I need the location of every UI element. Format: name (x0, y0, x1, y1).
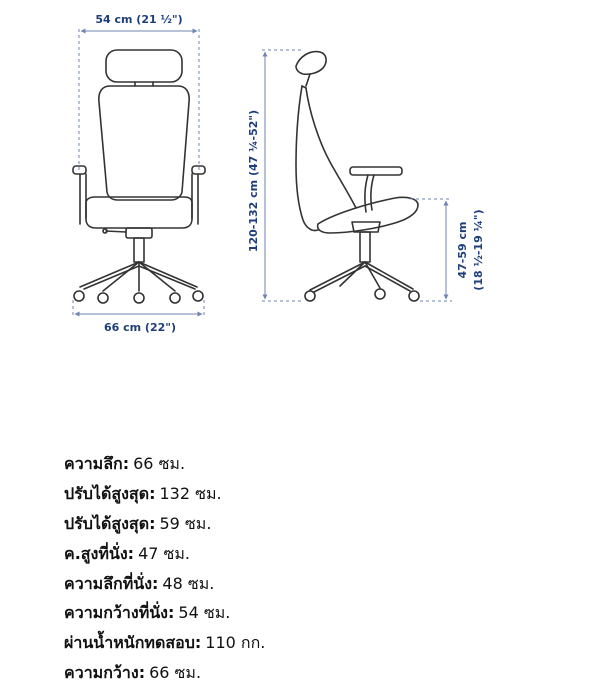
side-seat-height-dimension (410, 199, 485, 301)
front-base-dimension (73, 300, 204, 334)
front-view-chair (73, 50, 205, 303)
front-width-dimension (79, 13, 199, 170)
spec-row-seat-height: ค.สูงที่นั่ง: 47 ซม. (64, 543, 190, 563)
spec-row-seat-depth: ความลึกที่นั่ง: 48 ซม. (64, 573, 215, 593)
side-view-chair (296, 52, 419, 301)
spec-row-max-height: ปรับได้สูงสุด: 132 ซม. (64, 483, 222, 503)
spec-row-width: ความกว้าง: 66 ซม. (64, 663, 202, 683)
side-total-height-label: 120-132 cm (47 ¼-52") (247, 109, 260, 253)
spec-row-seat-width: ความกว้างที่นั่ง: 54 ซม. (64, 603, 231, 623)
chair-dimension-drawing (0, 0, 601, 340)
spec-list (64, 449, 584, 688)
side-seat-height-cm-label: 47-59 cm (456, 221, 469, 279)
spec-row-max-seat-height: ปรับได้สูงสุด: 59 ซม. (64, 513, 212, 533)
front-top-width-label: 54 cm (21 ½") (95, 13, 183, 26)
front-base-width-label: 66 cm (22") (103, 321, 177, 334)
spec-row-depth: ความลึก: 66 ซม. (64, 454, 186, 473)
side-seat-height-in-label: (18 ½-19 ¼") (472, 209, 485, 291)
spec-row-tested-load: ผ่านน้ำหนักทดสอบ: 110 กก. (64, 633, 266, 653)
